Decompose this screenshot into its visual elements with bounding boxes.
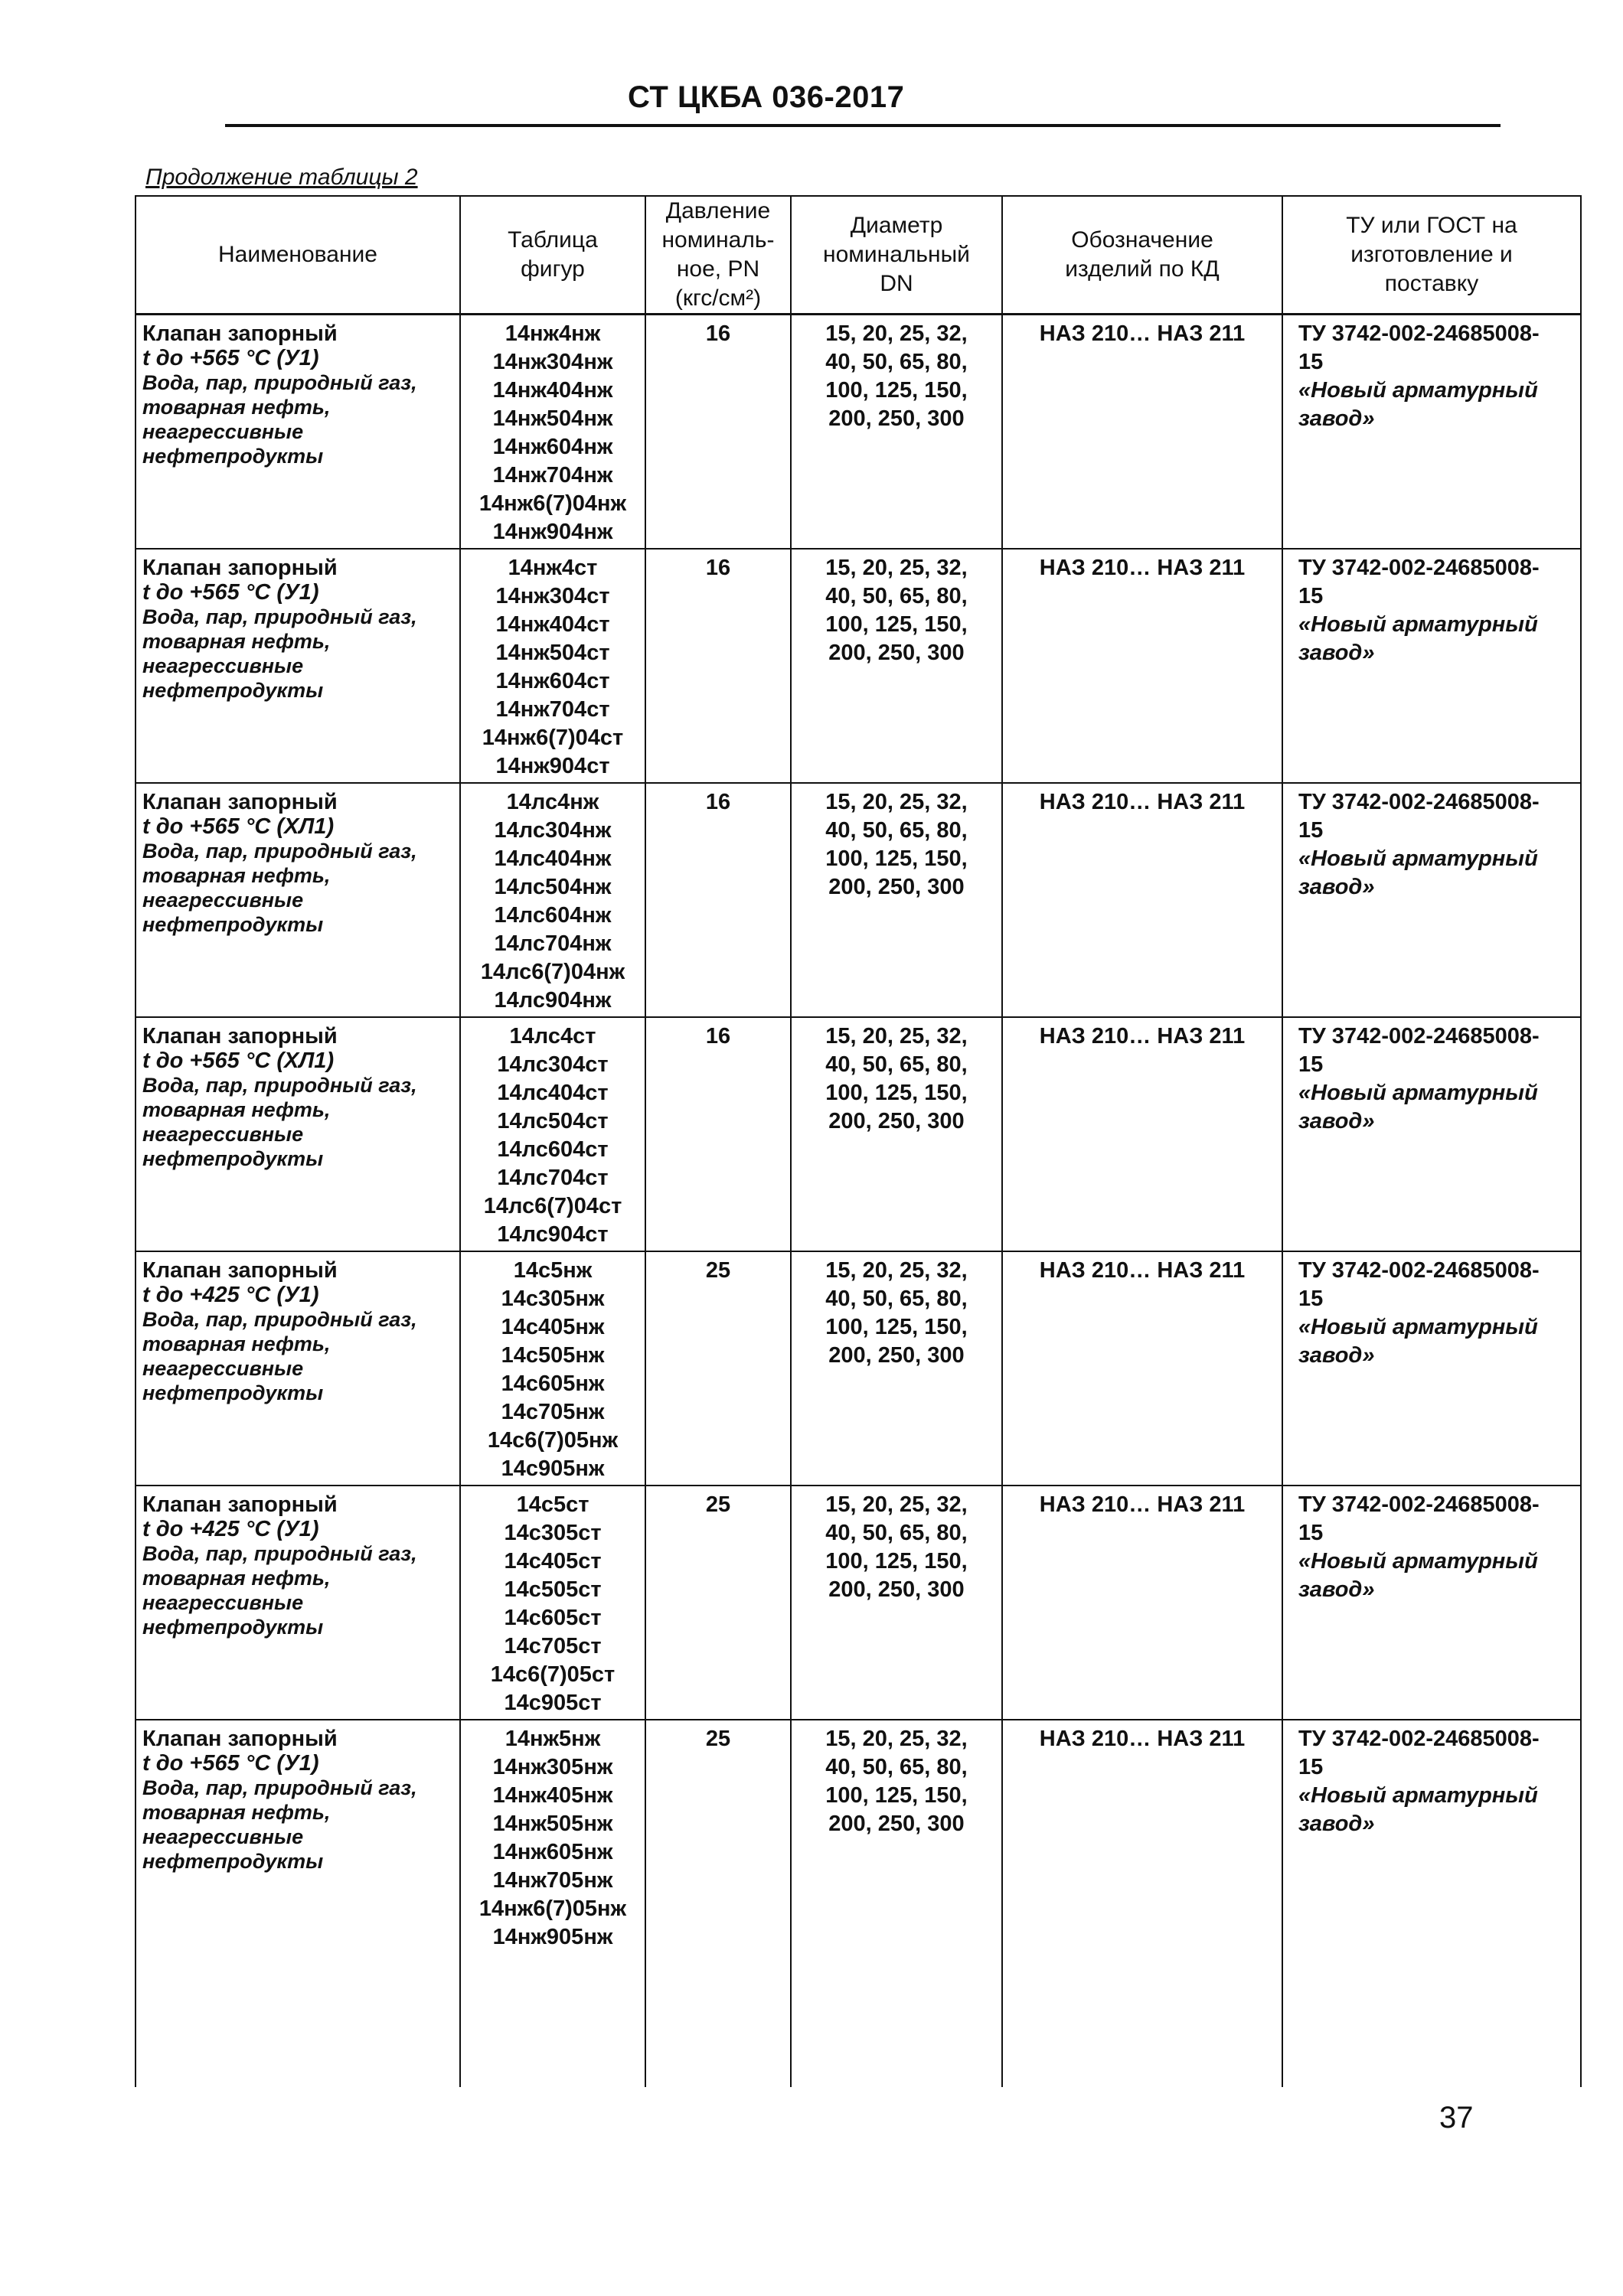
valve-temperature: t до +425 °С (У1) [142,1517,319,1541]
dn-values: 200, 250, 300 [828,641,965,665]
table-row [136,315,1581,550]
figure-code: 14нж6(7)04ст [482,726,624,750]
cell-name [136,1720,460,1953]
figure-code: 14лс304нж [494,818,612,843]
dn-values: 100, 125, 150, [825,1315,968,1339]
cell-dn [791,1017,1002,1251]
dn-values: 40, 50, 65, 80, [825,1755,968,1779]
table-caption: Продолжение таблицы 2 [145,165,418,190]
figure-code: 14нж304нж [492,350,613,374]
figure-code: 14с405ст [504,1549,602,1574]
empty-cell [645,1953,791,2087]
table-row [136,1720,1581,1953]
pn-header-text: Давление номиналь-ное, PN (кгс/см²) [661,198,775,311]
manufacturer-name: завод» [1298,875,1375,899]
cell-kd: НАЗ 210… НАЗ 211 [1002,549,1282,783]
figure-code: 14нж405нж [492,1783,613,1808]
cell-kd: НАЗ 210… НАЗ 211 [1002,783,1282,1017]
cell-figures [460,1017,645,1251]
figure-code: 14нж904нж [492,520,613,544]
cell-tu [1282,1486,1581,1720]
tu-number: ТУ 3742-002-24685008- [1298,790,1540,814]
cell-pn: 16 [645,783,791,1017]
figure-code: 14с305нж [501,1287,605,1311]
figure-code: 14нж305нж [492,1755,613,1779]
dn-values: 15, 20, 25, 32, [825,1727,968,1751]
tu-number: 15 [1298,1052,1324,1077]
cell-dn [791,549,1002,783]
table-header-row [136,196,1581,315]
dn-values: 40, 50, 65, 80, [825,1052,968,1077]
tu-number: 15 [1298,818,1324,843]
valve-name: Клапан запорный [142,1727,338,1751]
figure-code: 14с5ст [516,1492,589,1517]
cell-tu [1282,1720,1581,1953]
cell-tu [1282,549,1581,783]
valve-name: Клапан запорный [142,1258,338,1283]
cell-tu [1282,315,1581,550]
figure-code: 14с6(7)05ст [490,1662,616,1687]
empty-cell [1002,1953,1282,2087]
cell-dn [791,1720,1002,1953]
figure-code: 14лс904ст [497,1222,609,1247]
valve-medium: Вода, пар, природный газ, товарная нефть, неагрессивные нефтепродукты [142,840,417,936]
cell-kd: НАЗ 210… НАЗ 211 [1002,1017,1282,1251]
table-filler-row [136,1953,1581,2087]
figure-code: 14нж404нж [492,378,613,403]
dn-values: 100, 125, 150, [825,1549,968,1574]
tu-number: ТУ 3742-002-24685008- [1298,321,1540,346]
tu-number: ТУ 3742-002-24685008- [1298,556,1540,580]
dn-values: 15, 20, 25, 32, [825,1492,968,1517]
cell-dn [791,1486,1002,1720]
figure-code: 14лс504нж [494,875,612,899]
figure-code: 14лс6(7)04нж [480,960,625,984]
cell-kd: НАЗ 210… НАЗ 211 [1002,1720,1282,1953]
figure-code: 14нж704нж [492,463,613,488]
spec-table [135,195,1582,2087]
manufacturer-name: «Новый арматурный [1298,378,1538,403]
dn-values: 200, 250, 300 [828,1812,965,1836]
cell-name [136,549,460,783]
figure-code: 14нж905нж [492,1925,613,1949]
manufacturer-name: завод» [1298,406,1375,431]
dn-values: 200, 250, 300 [828,1109,965,1133]
manufacturer-name: завод» [1298,1109,1375,1133]
cell-pn: 16 [645,549,791,783]
figure-code: 14лс704нж [494,931,612,956]
cell-pn: 25 [645,1720,791,1953]
figure-code: 14нж5нж [505,1727,601,1751]
valve-name: Клапан запорный [142,1492,338,1517]
valve-temperature: t до +565 °С (У1) [142,346,319,370]
table-row [136,549,1581,783]
figure-code: 14с405нж [501,1315,605,1339]
valve-temperature: t до +565 °С (У1) [142,580,319,605]
valve-temperature: t до +425 °С (У1) [142,1283,319,1307]
cell-name [136,1486,460,1720]
col-header-figures: Таблица фигур [460,196,645,315]
tu-number: ТУ 3742-002-24685008- [1298,1727,1540,1751]
valve-temperature: t до +565 °С (У1) [142,1751,319,1776]
cell-name [136,315,460,550]
empty-cell [1282,1953,1581,2087]
valve-temperature: t до +565 °С (ХЛ1) [142,814,335,839]
figure-code: 14нж604нж [492,435,613,459]
figure-code: 14нж304ст [495,584,610,608]
manufacturer-name: завод» [1298,641,1375,665]
dn-values: 40, 50, 65, 80, [825,1287,968,1311]
tu-number: ТУ 3742-002-24685008- [1298,1492,1540,1517]
document-title: СТ ЦКБА 036-2017 [628,80,905,114]
figure-code: 14нж404ст [495,612,610,637]
figure-code: 14с905ст [504,1691,602,1715]
tu-number: ТУ 3742-002-24685008- [1298,1024,1540,1049]
cell-figures [460,315,645,550]
dn-values: 40, 50, 65, 80, [825,1521,968,1545]
figure-code: 14нж705нж [492,1868,613,1893]
cell-name [136,1251,460,1486]
dn-values: 200, 250, 300 [828,1577,965,1602]
cell-dn [791,315,1002,550]
cell-name [136,783,460,1017]
dn-values: 15, 20, 25, 32, [825,1024,968,1049]
dn-values: 200, 250, 300 [828,1343,965,1368]
figure-code: 14нж504нж [492,406,613,431]
table-row [136,1251,1581,1486]
dn-values: 15, 20, 25, 32, [825,321,968,346]
manufacturer-name: «Новый арматурный [1298,1783,1538,1808]
cell-figures [460,1251,645,1486]
dn-values: 15, 20, 25, 32, [825,1258,968,1283]
figure-code: 14с705ст [504,1634,602,1658]
figure-code: 14лс704ст [497,1166,609,1190]
dn-values: 40, 50, 65, 80, [825,350,968,374]
table-row [136,1017,1581,1251]
cell-pn: 16 [645,1017,791,1251]
figure-code: 14нж4ст [508,556,598,580]
figure-code: 14нж604ст [495,669,610,693]
manufacturer-name: «Новый арматурный [1298,1081,1538,1105]
cell-pn: 25 [645,1486,791,1720]
valve-temperature: t до +565 °С (ХЛ1) [142,1049,335,1073]
manufacturer-name: «Новый арматурный [1298,1315,1538,1339]
tu-number: 15 [1298,1287,1324,1311]
manufacturer-name: завод» [1298,1343,1375,1368]
cell-tu [1282,1251,1581,1486]
tu-number: ТУ 3742-002-24685008- [1298,1258,1540,1283]
dn-values: 100, 125, 150, [825,1081,968,1105]
figure-code: 14лс904нж [494,988,612,1013]
tu-number: 15 [1298,350,1324,374]
empty-cell [791,1953,1002,2087]
figure-code: 14с505ст [504,1577,602,1602]
manufacturer-name: завод» [1298,1577,1375,1602]
tu-number: 15 [1298,584,1324,608]
figure-code: 14с305ст [504,1521,602,1545]
manufacturer-name: «Новый арматурный [1298,612,1538,637]
figure-code: 14нж704ст [495,697,610,722]
tu-number: 15 [1298,1755,1324,1779]
figure-code: 14с705нж [501,1400,605,1424]
figure-code: 14с605нж [501,1371,605,1396]
figure-code: 14нж6(7)05нж [478,1896,627,1921]
figure-code: 14с6(7)05нж [487,1428,619,1453]
cell-tu [1282,1017,1581,1251]
dn-values: 40, 50, 65, 80, [825,584,968,608]
figure-code: 14лс304ст [497,1052,609,1077]
cell-dn [791,1251,1002,1486]
valve-medium: Вода, пар, природный газ, товарная нефть, неагрессивные нефтепродукты [142,1776,417,1873]
figure-code: 14лс6(7)04ст [483,1194,622,1218]
manufacturer-name: «Новый арматурный [1298,1549,1538,1574]
figure-code: 14с505нж [501,1343,605,1368]
empty-cell [136,1953,460,2087]
valve-name: Клапан запорный [142,556,338,580]
figure-code: 14с905нж [501,1456,605,1481]
title-rule [225,124,1501,127]
figure-code: 14нж504ст [495,641,610,665]
valve-medium: Вода, пар, природный газ, товарная нефть, неагрессивные нефтепродукты [142,1074,417,1170]
col-header-dn: Диаметр номинальный DN [791,196,1002,315]
col-header-tu: ТУ или ГОСТ на изготовление и поставку [1282,196,1581,315]
dn-values: 100, 125, 150, [825,846,968,871]
dn-values: 100, 125, 150, [825,612,968,637]
cell-pn: 25 [645,1251,791,1486]
valve-medium: Вода, пар, природный газ, товарная нефть, неагрессивные нефтепродукты [142,605,417,702]
figure-code: 14нж4нж [505,321,601,346]
cell-figures [460,1720,645,1953]
dn-values: 200, 250, 300 [828,406,965,431]
valve-name: Клапан запорный [142,790,338,814]
cell-figures [460,783,645,1017]
empty-cell [460,1953,645,2087]
figure-code: 14с605ст [504,1606,602,1630]
figure-code: 14лс404нж [494,846,612,871]
cell-kd: НАЗ 210… НАЗ 211 [1002,1251,1282,1486]
table-body [136,315,1581,2088]
figure-code: 14лс604нж [494,903,612,928]
col-header-name: Наименование [136,196,460,315]
cell-figures [460,549,645,783]
dn-values: 15, 20, 25, 32, [825,790,968,814]
figure-code: 14нж904ст [495,754,610,778]
cell-pn: 16 [645,315,791,550]
figure-code: 14лс504ст [497,1109,609,1133]
cell-kd: НАЗ 210… НАЗ 211 [1002,1486,1282,1720]
table-row [136,783,1581,1017]
figure-code: 14нж605нж [492,1840,613,1864]
dn-values: 100, 125, 150, [825,1783,968,1808]
dn-values: 15, 20, 25, 32, [825,556,968,580]
valve-name: Клапан запорный [142,1024,338,1049]
figure-code: 14лс604ст [497,1137,609,1162]
tu-number: 15 [1298,1521,1324,1545]
figure-code: 14лс4нж [506,790,599,814]
page-number: 37 [1439,2101,1474,2135]
table-row [136,1486,1581,1720]
figure-code: 14лс404ст [497,1081,609,1105]
valve-medium: Вода, пар, природный газ, товарная нефть, неагрессивные нефтепродукты [142,371,417,468]
figure-code: 14нж6(7)04нж [478,491,627,516]
dn-values: 40, 50, 65, 80, [825,818,968,843]
cell-tu [1282,783,1581,1017]
col-header-kd: Обозначение изделий по КД [1002,196,1282,315]
valve-medium: Вода, пар, природный газ, товарная нефть, неагрессивные нефтепродукты [142,1308,417,1404]
manufacturer-name: завод» [1298,1812,1375,1836]
valve-name: Клапан запорный [142,321,338,346]
cell-dn [791,783,1002,1017]
dn-values: 200, 250, 300 [828,875,965,899]
dn-values: 100, 125, 150, [825,378,968,403]
cell-name [136,1017,460,1251]
cell-figures [460,1486,645,1720]
manufacturer-name: «Новый арматурный [1298,846,1538,871]
figure-code: 14нж505нж [492,1812,613,1836]
figure-code: 14с5нж [513,1258,593,1283]
figure-code: 14лс4ст [509,1024,596,1049]
valve-medium: Вода, пар, природный газ, товарная нефть, неагрессивные нефтепродукты [142,1542,417,1639]
col-header-pn [645,196,791,315]
cell-kd: НАЗ 210… НАЗ 211 [1002,315,1282,550]
